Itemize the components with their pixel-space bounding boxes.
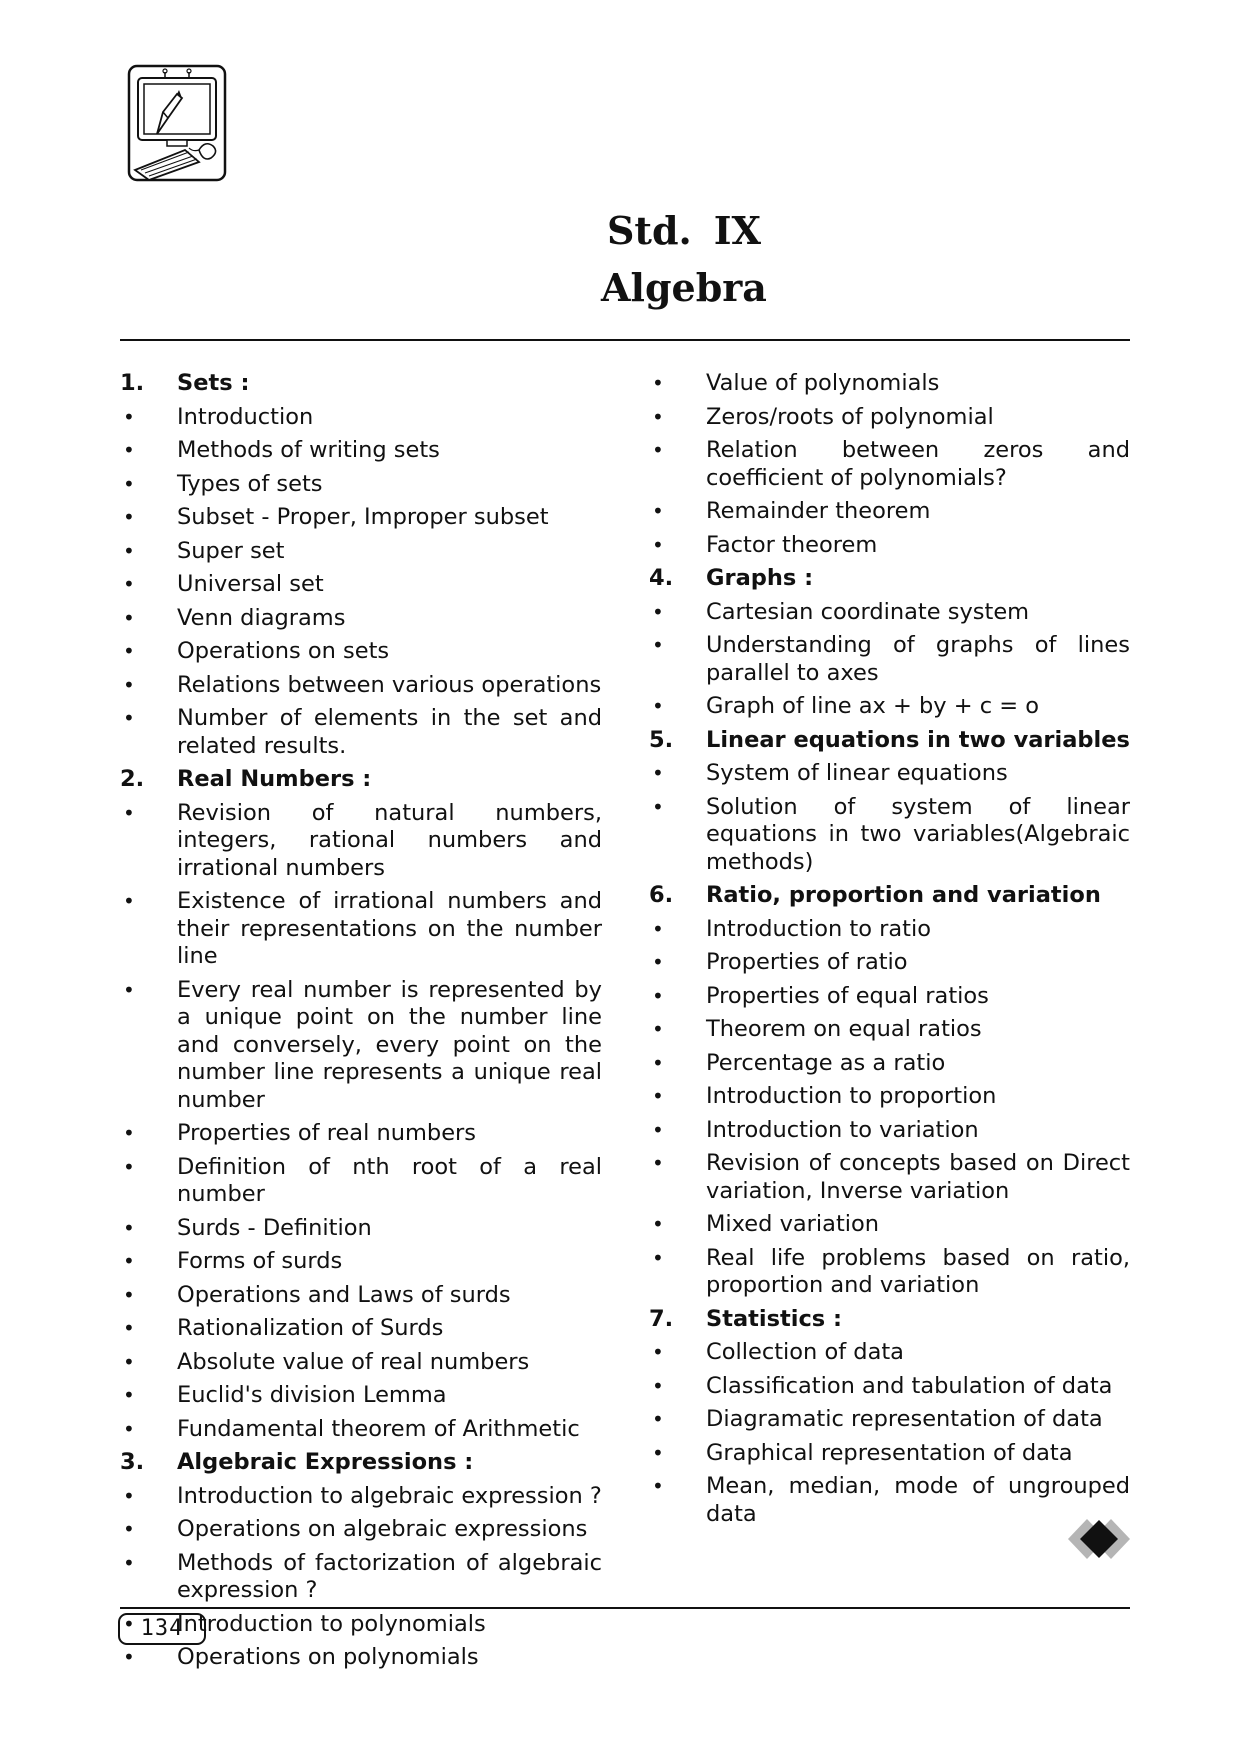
bullet-icon: • <box>652 1245 664 1270</box>
section-heading <box>120 370 602 398</box>
topic-item <box>120 437 602 465</box>
topic-text: Properties of ratio <box>706 949 908 975</box>
bullet-icon: • <box>652 633 664 657</box>
topic-item <box>120 672 602 700</box>
topic-text: Factor theorem <box>706 531 878 558</box>
section-title: Algebraic Expressions : <box>177 1449 474 1475</box>
topic-text: Relations between various operations <box>177 671 602 698</box>
topic-text: Mean, median, mode of ungrouped data <box>706 1473 1130 1527</box>
topic-item <box>120 1382 602 1410</box>
bullet-icon: • <box>652 438 664 462</box>
topic-text: Introduction <box>177 403 314 430</box>
topic-item <box>120 605 602 633</box>
bullet-icon: • <box>123 706 135 730</box>
section-heading <box>649 565 1130 593</box>
std-heading <box>120 202 1130 259</box>
topic-text: Number of elements in the set and related results. <box>177 705 602 759</box>
topic-text: Diagramatic representation of data <box>706 1406 1103 1432</box>
bullet-icon: • <box>652 532 664 557</box>
topic-text: Classification and tabulation of data <box>706 1372 1113 1399</box>
topic-text: System of linear equations <box>706 760 1008 786</box>
bullet-icon: • <box>123 438 135 462</box>
bullet-icon: • <box>123 1282 135 1307</box>
topic-item <box>649 370 1130 398</box>
topic-item <box>120 1483 602 1511</box>
section-heading <box>120 1449 602 1477</box>
page-number: 134 <box>118 1613 206 1645</box>
diamond-end-mark-icon <box>1068 1519 1130 1559</box>
topic-text: Subset - Proper, Improper subset <box>177 504 549 530</box>
topic-text: Graphical representation of data <box>706 1439 1073 1466</box>
topic-item <box>649 1211 1130 1239</box>
topic-item <box>120 638 602 666</box>
bullet-icon: • <box>652 1151 664 1175</box>
topic-text: Every real number is represented by a unique point on the number line and conversely, every point on the number line represents a unique real number <box>177 976 602 1113</box>
subject-heading: Algebra <box>601 265 767 310</box>
bullet-icon: • <box>123 538 135 563</box>
bullet-icon: • <box>652 1407 664 1431</box>
topic-text: Venn diagrams <box>177 604 346 631</box>
bullet-icon: • <box>123 1483 135 1508</box>
topic-text: Universal set <box>177 571 324 597</box>
topic-item <box>649 1083 1130 1111</box>
bullet-icon: • <box>652 1050 664 1075</box>
topic-text: Graph of line ax + by + c = o <box>706 693 1040 719</box>
topic-item <box>120 888 602 971</box>
topic-item <box>649 693 1130 721</box>
section-number: 1. <box>120 370 145 396</box>
topic-item <box>649 916 1130 944</box>
topic-item <box>120 705 602 760</box>
section-title: Sets : <box>177 370 250 396</box>
topic-text: Mixed variation <box>706 1211 880 1237</box>
topic-text: Real life problems based on ratio, proportion and variation <box>706 1244 1130 1298</box>
topic-item <box>649 1373 1130 1401</box>
topic-item <box>120 1349 602 1377</box>
topic-text: Introduction to ratio <box>706 915 932 942</box>
bullet-icon: • <box>123 1611 135 1636</box>
topic-text: Euclid's division Lemma <box>177 1382 447 1408</box>
bullet-icon: • <box>652 761 664 785</box>
bullet-icon: • <box>652 1117 664 1142</box>
topic-item <box>649 1245 1130 1300</box>
bullet-icon: • <box>123 572 135 596</box>
section-heading <box>120 766 602 794</box>
topic-item <box>649 498 1130 526</box>
bullet-icon: • <box>123 1249 135 1273</box>
topic-item <box>649 1016 1130 1044</box>
bullet-icon: • <box>652 599 664 624</box>
section-number: 3. <box>120 1449 145 1475</box>
topic-text: Solution of system of linear equations in two variables(Algebraic methods) <box>706 793 1130 875</box>
std-label: Std. <box>606 208 692 253</box>
topic-text: Existence of irrational numbers and their representations on the number line <box>177 888 602 969</box>
right-column <box>649 370 1130 1534</box>
section-heading <box>649 1306 1130 1334</box>
topic-text: Surds - Definition <box>177 1214 372 1241</box>
topic-item <box>120 571 602 599</box>
topic-item <box>120 977 602 1115</box>
section-title: Real Numbers : <box>177 766 372 792</box>
bullet-icon: • <box>652 1017 664 1041</box>
topic-text: Types of sets <box>177 470 323 497</box>
topic-text: Operations and Laws of surds <box>177 1281 511 1308</box>
topic-text: Operations on polynomials <box>177 1644 479 1670</box>
bullet-icon: • <box>123 471 135 496</box>
bullet-icon: • <box>123 605 135 630</box>
topic-text: Revision of concepts based on Direct variation, Inverse variation <box>706 1150 1130 1204</box>
section-number: 7. <box>649 1305 674 1332</box>
section-title: Statistics : <box>706 1305 843 1332</box>
section-number: 4. <box>649 565 674 591</box>
section-number: 2. <box>120 766 145 792</box>
topic-item <box>120 471 602 499</box>
bullet-icon: • <box>652 1373 664 1398</box>
topic-item <box>649 949 1130 977</box>
topic-item <box>120 404 602 432</box>
topic-text: Introduction to proportion <box>706 1083 997 1109</box>
topic-text: Value of polynomials <box>706 370 940 396</box>
bullet-icon: • <box>652 371 664 395</box>
topic-text: Understanding of graphs of lines parallel to axes <box>706 632 1130 686</box>
topic-text: Methods of factorization of algebraic expression ? <box>177 1549 602 1603</box>
topic-text: Forms of surds <box>177 1248 343 1274</box>
footer-divider <box>120 1607 1130 1609</box>
bullet-icon: • <box>652 694 664 718</box>
topic-text: Percentage as a ratio <box>706 1049 946 1076</box>
topic-item <box>120 538 602 566</box>
topic-item <box>649 1339 1130 1367</box>
bullet-icon: • <box>123 1215 135 1240</box>
topic-item <box>120 504 602 532</box>
section-heading <box>649 882 1130 910</box>
section-heading <box>649 727 1130 755</box>
bullet-icon: • <box>123 1316 135 1340</box>
bullet-icon: • <box>652 794 664 819</box>
topic-text: Operations on algebraic expressions <box>177 1516 588 1542</box>
topic-item <box>649 599 1130 627</box>
bullet-icon: • <box>652 916 664 941</box>
topic-text: Cartesian coordinate system <box>706 598 1030 625</box>
bullet-icon: • <box>652 1440 664 1465</box>
bullet-icon: • <box>652 1340 664 1364</box>
topic-item <box>649 983 1130 1011</box>
topic-text: Zeros/roots of polynomial <box>706 403 994 430</box>
bullet-icon: • <box>123 672 135 697</box>
bullet-icon: • <box>652 499 664 523</box>
topic-item <box>649 437 1130 492</box>
bullet-icon: • <box>123 1154 135 1179</box>
topic-item <box>120 1516 602 1544</box>
topic-item <box>649 632 1130 687</box>
topic-item <box>649 1150 1130 1205</box>
topic-text: Rationalization of Surds <box>177 1315 444 1341</box>
bullet-icon: • <box>123 639 135 663</box>
header-divider <box>120 339 1130 341</box>
topic-text: Remainder theorem <box>706 498 931 524</box>
topic-item <box>120 1154 602 1209</box>
topic-text: Methods of writing sets <box>177 437 440 463</box>
bullet-icon: • <box>123 1517 135 1541</box>
topic-text: Properties of real numbers <box>177 1120 477 1146</box>
bullet-icon: • <box>123 977 135 1002</box>
topic-item <box>649 1473 1130 1528</box>
bullet-icon: • <box>652 1212 664 1236</box>
topic-item <box>120 1282 602 1310</box>
topic-item <box>120 1248 602 1276</box>
topic-text: Theorem on equal ratios <box>706 1016 982 1042</box>
topic-item <box>649 404 1130 432</box>
topic-item <box>120 1550 602 1605</box>
topic-item <box>120 800 602 883</box>
section-number: 6. <box>649 882 674 908</box>
section-title: Linear equations in two variables <box>706 726 1130 753</box>
topic-item <box>649 1406 1130 1434</box>
topic-text: Super set <box>177 537 285 564</box>
topic-item <box>649 1117 1130 1145</box>
topic-text: Introduction to polynomials <box>177 1610 486 1637</box>
bullet-icon: • <box>123 505 135 529</box>
bullet-icon: • <box>123 889 135 913</box>
page-title-block <box>120 202 1130 316</box>
bullet-icon: • <box>123 1383 135 1407</box>
topic-item <box>120 1644 602 1672</box>
topic-text: Collection of data <box>706 1339 904 1365</box>
bullet-icon: • <box>652 1084 664 1108</box>
section-title: Ratio, proportion and variation <box>706 882 1101 908</box>
topic-item <box>649 532 1130 560</box>
bullet-icon: • <box>123 800 135 825</box>
bullet-icon: • <box>123 1550 135 1575</box>
topic-text: Definition of nth root of a real number <box>177 1153 602 1207</box>
topic-item <box>120 1315 602 1343</box>
bullet-icon: • <box>123 1121 135 1145</box>
computer-drawing-icon <box>127 64 227 182</box>
left-column <box>120 370 602 1678</box>
topic-text: Revision of natural numbers, integers, rational numbers and irrational numbers <box>177 799 602 881</box>
section-number: 5. <box>649 726 674 753</box>
topic-item <box>120 1416 602 1444</box>
bullet-icon: • <box>123 404 135 429</box>
bullet-icon: • <box>652 404 664 429</box>
topic-text: Introduction to algebraic expression ? <box>177 1482 602 1509</box>
topic-text: Absolute value of real numbers <box>177 1348 530 1375</box>
topic-item <box>649 1440 1130 1468</box>
topic-text: Introduction to variation <box>706 1116 979 1143</box>
topic-item <box>649 760 1130 788</box>
bullet-icon: • <box>652 950 664 974</box>
topic-item <box>649 1050 1130 1078</box>
grade-label: IX <box>713 208 762 253</box>
topic-item <box>120 1215 602 1243</box>
topic-item <box>120 1120 602 1148</box>
bullet-icon: • <box>123 1416 135 1441</box>
bullet-icon: • <box>652 1474 664 1498</box>
topic-text: Properties of equal ratios <box>706 982 989 1009</box>
bullet-icon: • <box>123 1349 135 1374</box>
topic-item <box>649 794 1130 877</box>
topic-text: Relation between zeros and coefficient of polynomials? <box>706 437 1130 491</box>
topic-text: Fundamental theorem of Arithmetic <box>177 1415 580 1442</box>
section-title: Graphs : <box>706 565 814 591</box>
bullet-icon: • <box>123 1645 135 1669</box>
topic-text: Operations on sets <box>177 638 390 664</box>
bullet-icon: • <box>652 983 664 1008</box>
